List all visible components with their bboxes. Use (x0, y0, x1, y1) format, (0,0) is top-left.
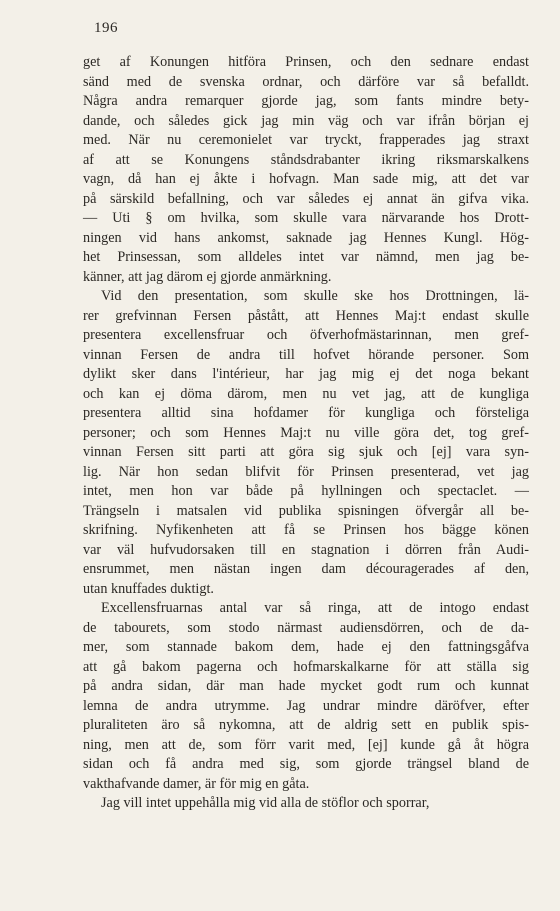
text-line: känner, att jag därom ej gjorde anmärkning. (83, 268, 332, 285)
text-line: vagn, då han ej åkte i hofvagn. Man sade mig, att det var (83, 171, 529, 187)
text-line: pluraliteten äro så nykomna, att de aldrig sett en publik spis- (83, 717, 529, 733)
text-block (83, 53, 529, 814)
page-number: 196 (94, 20, 118, 36)
text-line: af att se Konungens ståndsdrabanter ikring riksmarskalkens (83, 151, 529, 168)
text-line: på särskild befallning, och var således ej annat än gifva vika. (83, 190, 529, 207)
text-line: get af Konungen hitföra Prinsen, och den sednare endast (83, 54, 529, 70)
text-line: lemna de andra utrymme. Jag undrar mindre däröfver, efter (83, 697, 529, 714)
text-line: vakthafvande damer, är för mig en gåta. (83, 775, 310, 792)
text-line: med. När nu ceremonielet var tryckt, frapperades jag straxt (83, 132, 529, 148)
text-line: Några andra remarquer gjorde jag, som fants mindre bety- (83, 93, 529, 109)
text-line: sänd med de svenska ordnar, och därföre var så befalldt. (83, 73, 529, 90)
text-line: lig. När hon sedan blifvit för Prinsen presenterad, vet jag (83, 463, 529, 480)
text-line: på andra sidan, där man hade mycket godt rum och kunnat (83, 678, 529, 694)
text-line: Vid den presentation, som skulle ske hos Drottningen, lä- (101, 288, 529, 304)
text-line: att gå bakom pagerna och hofmarskalkarne för att ställa sig (83, 658, 529, 675)
text-line: ningen vid hans ankomst, saknade jag Hennes Kungl. Hög- (83, 229, 529, 246)
text-line: — Uti § om hvilka, som skulle vara närvarande hos Drott- (83, 210, 529, 226)
text-line: ensrummet, men nästan ingen dam découragerades af den, (83, 561, 529, 577)
text-line: Jag vill intet uppehålla mig vid alla de stöflor och sporrar, (101, 795, 430, 811)
text-line: personer; och som Hennes Maj:t nu ville göra det, tog gref- (83, 424, 529, 441)
text-line: rer grefvinnan Fersen påstått, att Hennes Maj:t endast skulle (83, 307, 529, 324)
text-line: sidan och få andra med sig, som gjorde trängsel bland de (83, 756, 529, 772)
text-line: Excellensfruarnas antal var så ringa, att de intogo endast (101, 600, 529, 616)
text-line: skrifning. Nyfikenheten att få se Prinsen hos bägge könen (83, 522, 529, 538)
text-line: och kan ej döma därom, men nu vet jag, att de kungliga (83, 385, 529, 402)
text-line: vinnan Fersen sitt parti att göra sig sjuk och [ej] vara syn- (83, 444, 529, 460)
text-line: Trängseln i matsalen vid publika spisningen öfvergår all be- (83, 502, 529, 519)
text-line: het Prinsessan, som alldeles intet var nämnd, men jag be- (83, 249, 529, 265)
text-line: presentera alltid sina hofdamer för kungliga och förstеliga (83, 405, 529, 421)
text-line: presentera excellensfruar och öfverhofmästarinnan, men gref- (83, 327, 529, 343)
text-line: intet, men hon var både på hyllningen och spectaclet. — (83, 483, 529, 499)
text-line: mer, som stannade bakom dem, hade ej den fattningsgåfva (83, 639, 529, 655)
text-line: ning, men att de, som förr varit med, [ej] kunde gå åt högra (83, 736, 529, 753)
text-line: vinnan Fersen de andra till hofvet hörande personer. Som (83, 346, 529, 363)
text-line: dylikt sker dans l'intérieur, har jag mig ej det noga bekant (83, 366, 529, 382)
text-line: utan knuffades duktigt. (83, 580, 214, 597)
text-line: var väl hufvudorsaken till en stagnation i dörren från Audi- (83, 541, 529, 558)
text-line: de tabourets, som stodo närmast audiensdörren, och de da- (83, 619, 529, 636)
text-line: dande, och således gick jag min väg och var ifrån början ej (83, 112, 529, 129)
